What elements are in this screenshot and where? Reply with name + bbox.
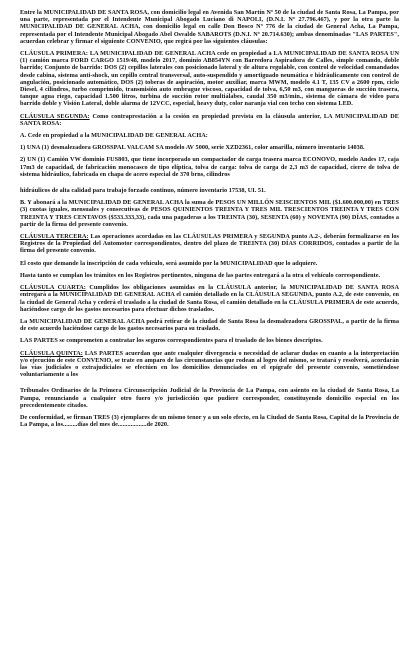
- item-a-heading: A. Cede en propiedad a la MUNICIPALIDAD DE GENERAL ACHA:: [20, 132, 208, 140]
- signature-paragraph: De conformidad, se firman TRES (3) ejemplares de un mismo tenor y a un solo efecto, en la Ciudad de Santa Rosa, Capital de la Provincia de La Pampa, a los.........días del mes de..................de 2020.: [20, 413, 399, 429]
- clause-third-paragraph: [20, 233, 399, 255]
- clause-fourth-text: Cumplidos los obligaciones asumidas en la CLÁUSULA anterior, la MUNICIPALIDAD DE SANTA ROSA entregará a la MUNICIPALIDAD DE GENERAL ACHA el camión detallado en la CLÁUSULA SEGUNDA, punto A.2, de este convenio, en la ciudad de General Acha y cederá el traslado a la ciudad de Santa Rosa, el camión detallado en la CLÁUSULA PRIMERA de este acuerdo, haciéndose cargo de los gastos necesarios para efectuar dichos traslados.: [20, 284, 399, 313]
- clause-second-text: Como contraprestación a la cesión en propiedad prevista en la cláusula anterior, LA MUNICIPALIDAD DE SANTA ROSA:: [20, 112, 399, 127]
- clause-fourth-paragraph: [20, 284, 399, 313]
- clause-fifth-text: LAS PARTES acuerdan que ante cualquier divergencia o necesidad de aclarar dudas en cuanto a la interpretación y/o ejecución de este CONVENIO, se trate en amparo de las circunstancias que rodean al logro del mismo, se tratará y resolverá, acordarán las vías judiciales o extrajudiciales se efectúen en los domicilios denunciados en el epígrafe del presente convenio, sometiéndose voluntariamente a los: [20, 349, 399, 379]
- clause-fifth-heading: CLÁUSULA QUINTA:: [20, 349, 83, 357]
- clause-second-paragraph: [20, 113, 399, 127]
- clause-fifth-paragraph: [20, 350, 399, 379]
- clause-second-heading: CLÁUSULA SEGUNDA:: [20, 112, 90, 120]
- item-a2-continued: hidráulicos de alta calidad para trabajo forzado continuo, número inventario 17538, UI. 51.: [20, 187, 266, 195]
- delivery-condition-paragraph: Hasta tanto se cumplan los trámites en los Registros pertinentes, ninguna de las partes entregará a la otra el vehículo correspondiente.: [20, 271, 381, 279]
- clause-first-paragraph: CLÁUSULA PRIMERA: LA MUNICIPALIDAD DE GENERAL ACHA cede en propiedad a LA MUNICIPALIDAD DE SANTA ROSA UN (1) camión marca FORD CARGO 1519/48, modelo 2017, dominio AB854YN con Barredora Aspiradora de Calles, simple comando, doble barrido; Conjunto de barrido: DOS (2) cepillos laterales con posicionado lateral y de altura regulable, con control de velocidad comandados desde cabina, sistema anti-shock, un cepillo central transversal, auto-suspendido y amortiguado neumática e hidráulicamente con control de angulación, posicionado automático, DOS (2) toberas de aspiración, motor auxiliar, marca MWM, modelo 4.1 T, 135 CV a 2600 rpm, ciclo Diesel, 4 cilindros, turbo comprimido, transmisión auto embrague viscoso, capacidad de tolva, 6,50 m3, con mangueras de succión trasera, tanque agua riego, capacidad 1.500 litros, turbina de succión rotor multiálabes, caudal 350 m3/min., sistema de cámara de video para barrido doble y Visión Lateral, doble alarma de 12VCC, especial, heavy duty, color naranja vial con techo con sistema LED.: [20, 50, 399, 108]
- clause-third-text: Las operaciones acordadas en las CLÁUSULAS PRIMERA y SEGUNDA punto A.2-, deberán formalizarse en los Registros de la Propiedad del Automotor correspondientes, dentro del plazo de TREINTA (30) DÍAS CORRIDOS, contados a partir de la firma del presente convenio.: [20, 233, 400, 255]
- intro-paragraph: Entre la MUNICIPALIDAD DE SANTA ROSA, con domicilio legal en Avenida San Martín Nº 50 de la ciudad de Santa Rosa, La Pampa, por una parte, representada por el Intendente Municipal Abogado Luciano di NAPOLI, (D.N.I. Nº 27.796.467), y por la otra parte la MUNICIPALIDAD DE GENERAL ACHA, con domicilio legal en calle Don Bosco Nº 776 de la ciudad de General Acha, La Pampa, representada por el Intendente Municipal Abogado Abel Osvaldo SABAROTS (D.N.I. Nº 20.714.630); ambas denominadas "LAS PARTES", acuerdan celebrar y firmar el siguiente CONVENIO, que regirá por las siguientes cláusulas:: [20, 9, 399, 45]
- clause-fourth-heading: CLÁUSULA CUARTA:: [20, 284, 86, 292]
- item-a1-text: 1) UNA (1) desmalezadora GROSSPAL VALCAM SA modelo AV 5000, serie XZD2361, color amarilla, número inventario 14038.: [20, 144, 365, 152]
- jurisdiction-paragraph: Tribunales Ordinarios de la Primera Circunscripción Judicial de la Provincia de La Pampa, con asiento en la ciudad de Santa Rosa, La Pampa, renunciando a cualquier otro fuero y/o jurisdicción que pudiere corresponder, constituyendo domicilio especial en los precedentemente citados.: [20, 387, 399, 409]
- clause-third-heading: CLÁUSULA TERCERA:: [20, 233, 89, 241]
- registration-cost-paragraph: El costo que demande la inscripción de cada vehículo, será asumido por la MUNICIPALIDAD que lo adquiere.: [20, 259, 318, 267]
- item-b-text: B. Y abonará a la MUNICIPALIDAD DE GENERAL ACHA la suma de PESOS UN MILLÓN SEISCIENTOS MIL ($1.600.000,00) en TRES (3) cuotas iguales, mensuales y consecutivas de PESOS QUINIENTOS TREINTA Y TRES MIL TRESCIENTOS TREINTA Y TRES CON TREINTA Y TRES CENTAVOS ($533.333,33), cada una pagaderas a los TREINTA (30), SESENTA (60) y NOVENTA (90) DÍAS, contados a partir de la firma del presente convenio.: [20, 199, 399, 228]
- insurance-paragraph: LAS PARTES se comprometen a contratar los seguros correspondientes para el traslado de los bienes descriptos.: [20, 337, 323, 345]
- pickup-paragraph: La MUNICIPALIDAD DE GENERAL ACHA podrá retirar de la ciudad de Santa Rosa la desmalezadora GROSSPAL, a partir de la firma de este acuerdo haciéndose cargo de los gastos necesarios para su traslado.: [20, 317, 399, 333]
- item-a2-text: 2) UN (1) Camión VW dominio FUS803, que tiene incorporado un compactador de carga trasera marca ECONOVO, modelo Andes 17, caja 17m3 de capacidad, de fabricación monocasco de tipo elíptica, tolva de carga: tolva de carga de 2,3 m3 de capacidad, cierre de tolva de sistema hidráulico, fabricada en chapa de acero especial de 370 brns, cilindros: [20, 156, 399, 178]
